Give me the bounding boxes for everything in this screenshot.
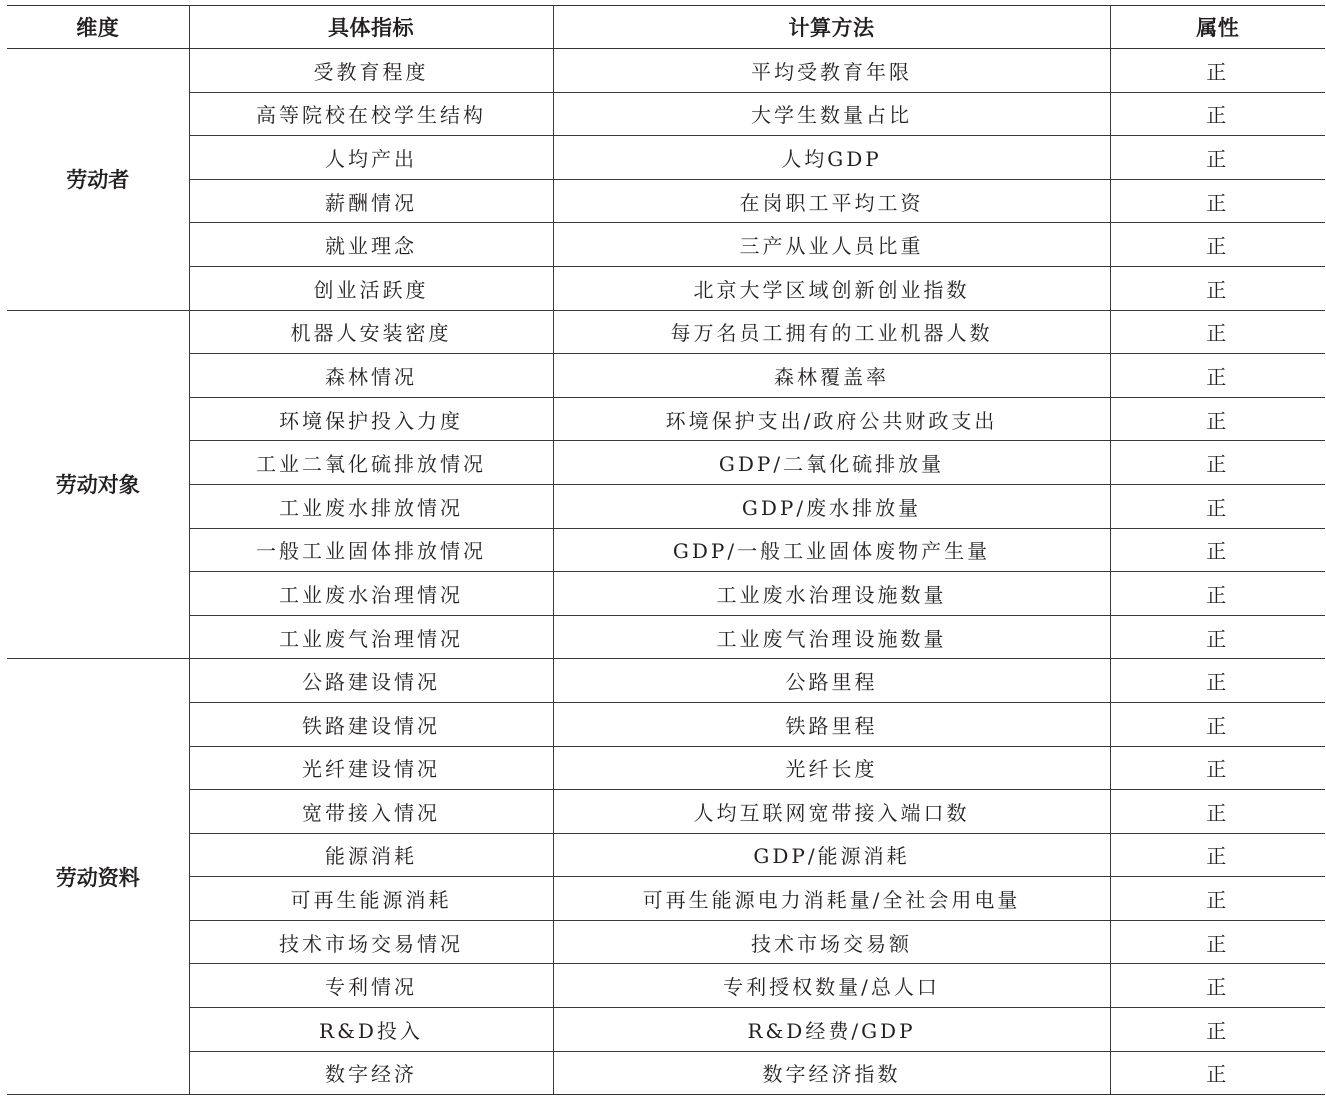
table-row (7, 354, 1325, 398)
attribute-cell: 正 (1110, 136, 1325, 180)
table-row (7, 441, 1325, 485)
method-cell: GDP/能源消耗 (553, 833, 1110, 877)
header-attribute: 属性 (1110, 6, 1325, 49)
table-row (7, 1008, 1325, 1052)
indicator-cell: 高等院校在校学生结构 (189, 92, 553, 136)
method-cell: 每万名员工拥有的工业机器人数 (553, 310, 1110, 354)
indicator-cell: 一般工业固体排放情况 (189, 528, 553, 572)
indicator-cell: 受教育程度 (189, 49, 553, 93)
attribute-cell: 正 (1110, 1051, 1325, 1095)
method-cell: 工业废水治理设施数量 (553, 572, 1110, 616)
indicator-cell: 铁路建设情况 (189, 702, 553, 746)
header-dimension: 维度 (7, 6, 189, 49)
table-row (7, 397, 1325, 441)
indicator-cell: 公路建设情况 (189, 659, 553, 703)
method-cell: 公路里程 (553, 659, 1110, 703)
indicator-cell: 宽带接入情况 (189, 790, 553, 834)
indicator-cell: 光纤建设情况 (189, 746, 553, 790)
attribute-cell: 正 (1110, 441, 1325, 485)
indicator-cell: 环境保护投入力度 (189, 397, 553, 441)
attribute-cell: 正 (1110, 877, 1325, 921)
method-cell: 大学生数量占比 (553, 92, 1110, 136)
attribute-cell: 正 (1110, 179, 1325, 223)
method-cell: 可再生能源电力消耗量/全社会用电量 (553, 877, 1110, 921)
indicator-cell: 技术市场交易情况 (189, 920, 553, 964)
method-cell: 数字经济指数 (553, 1051, 1110, 1095)
method-cell: 铁路里程 (553, 702, 1110, 746)
table-row (7, 746, 1325, 790)
indicator-cell: 工业废气治理情况 (189, 615, 553, 659)
method-cell: 北京大学区域创新创业指数 (553, 266, 1110, 310)
attribute-cell: 正 (1110, 397, 1325, 441)
attribute-cell: 正 (1110, 964, 1325, 1008)
table-body (7, 49, 1325, 1095)
method-cell: 三产从业人员比重 (553, 223, 1110, 267)
attribute-cell: 正 (1110, 223, 1325, 267)
attribute-cell: 正 (1110, 702, 1325, 746)
indicator-cell: 森林情况 (189, 354, 553, 398)
indicator-cell: 工业二氧化硫排放情况 (189, 441, 553, 485)
table-row (7, 615, 1325, 659)
indicator-cell: 专利情况 (189, 964, 553, 1008)
method-cell: GDP/二氧化硫排放量 (553, 441, 1110, 485)
table-row (7, 484, 1325, 528)
table-row (7, 179, 1325, 223)
table-row (7, 310, 1325, 354)
method-cell: 专利授权数量/总人口 (553, 964, 1110, 1008)
method-cell: 平均受教育年限 (553, 49, 1110, 93)
table-row (7, 920, 1325, 964)
method-cell: 光纤长度 (553, 746, 1110, 790)
table-row (7, 528, 1325, 572)
dimension-cell: 劳动对象 (7, 310, 189, 659)
header-row (7, 6, 1325, 49)
attribute-cell: 正 (1110, 92, 1325, 136)
method-cell: GDP/一般工业固体废物产生量 (553, 528, 1110, 572)
table-row (7, 49, 1325, 93)
indicator-cell: 工业废水治理情况 (189, 572, 553, 616)
header-indicator: 具体指标 (189, 6, 553, 49)
attribute-cell: 正 (1110, 310, 1325, 354)
method-cell: 人均GDP (553, 136, 1110, 180)
indicator-cell: 就业理念 (189, 223, 553, 267)
indicator-cell: 可再生能源消耗 (189, 877, 553, 921)
table-row (7, 877, 1325, 921)
indicator-table (7, 5, 1325, 1095)
indicator-cell: 数字经济 (189, 1051, 553, 1095)
dimension-cell: 劳动者 (7, 49, 189, 311)
attribute-cell: 正 (1110, 266, 1325, 310)
table-row (7, 964, 1325, 1008)
attribute-cell: 正 (1110, 920, 1325, 964)
header-method: 计算方法 (553, 6, 1110, 49)
dimension-cell: 劳动资料 (7, 659, 189, 1095)
attribute-cell: 正 (1110, 484, 1325, 528)
method-cell: 环境保护支出/政府公共财政支出 (553, 397, 1110, 441)
method-cell: R&D经费/GDP (553, 1008, 1110, 1052)
indicator-cell: 人均产出 (189, 136, 553, 180)
attribute-cell: 正 (1110, 833, 1325, 877)
table-row (7, 223, 1325, 267)
indicator-cell: 工业废水排放情况 (189, 484, 553, 528)
method-cell: GDP/废水排放量 (553, 484, 1110, 528)
method-cell: 人均互联网宽带接入端口数 (553, 790, 1110, 834)
method-cell: 森林覆盖率 (553, 354, 1110, 398)
table-row (7, 702, 1325, 746)
table-header (7, 6, 1325, 49)
method-cell: 技术市场交易额 (553, 920, 1110, 964)
table-row (7, 659, 1325, 703)
table-row (7, 266, 1325, 310)
method-cell: 在岗职工平均工资 (553, 179, 1110, 223)
indicator-cell: R&D投入 (189, 1008, 553, 1052)
attribute-cell: 正 (1110, 746, 1325, 790)
attribute-cell: 正 (1110, 572, 1325, 616)
table-row (7, 833, 1325, 877)
attribute-cell: 正 (1110, 354, 1325, 398)
table-row (7, 790, 1325, 834)
method-cell: 工业废气治理设施数量 (553, 615, 1110, 659)
table-row (7, 92, 1325, 136)
indicator-cell: 能源消耗 (189, 833, 553, 877)
attribute-cell: 正 (1110, 1008, 1325, 1052)
indicator-cell: 创业活跃度 (189, 266, 553, 310)
attribute-cell: 正 (1110, 49, 1325, 93)
attribute-cell: 正 (1110, 615, 1325, 659)
table-row (7, 136, 1325, 180)
table-row (7, 572, 1325, 616)
indicator-cell: 机器人安装密度 (189, 310, 553, 354)
attribute-cell: 正 (1110, 659, 1325, 703)
attribute-cell: 正 (1110, 528, 1325, 572)
attribute-cell: 正 (1110, 790, 1325, 834)
indicator-cell: 薪酬情况 (189, 179, 553, 223)
table-row (7, 1051, 1325, 1095)
